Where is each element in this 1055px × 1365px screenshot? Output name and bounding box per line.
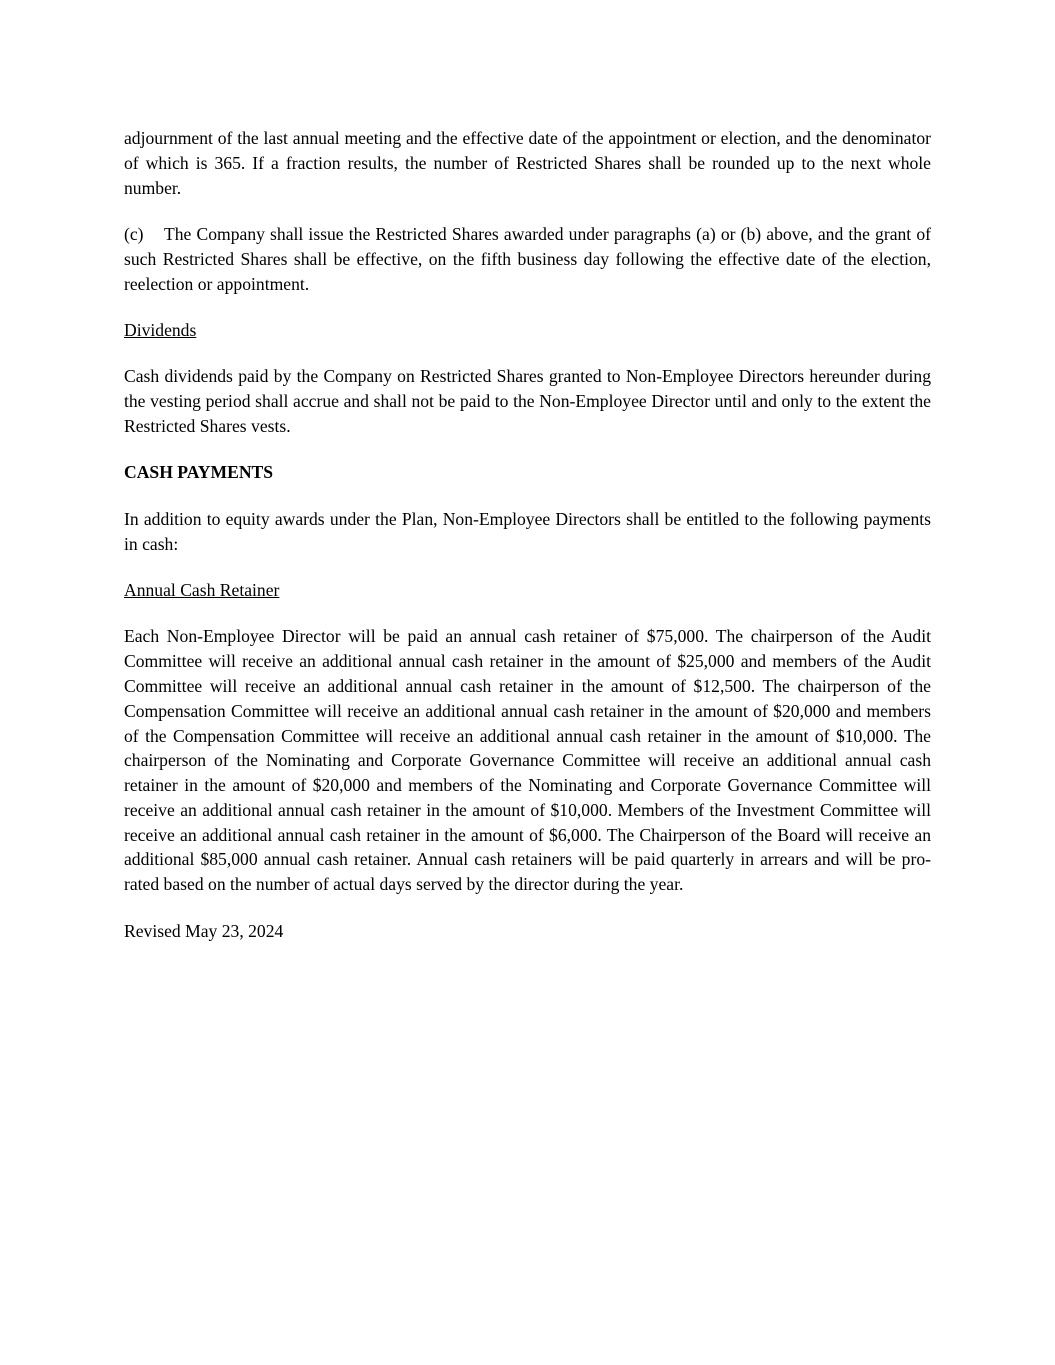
paragraph-c-label: (c)	[124, 223, 144, 244]
paragraph-c	[124, 222, 931, 296]
dividends-heading: Dividends	[124, 319, 197, 340]
annual-cash-retainer-heading: Annual Cash Retainer	[124, 579, 280, 600]
revised-date: Revised May 23, 2024	[124, 920, 284, 941]
document-page	[124, 126, 931, 943]
cash-payments-heading: CASH PAYMENTS	[124, 462, 274, 483]
paragraph-adjournment: adjournment of the last annual meeting and the effective date of the appointment or election, and the denominator of which is 365. If a fraction results, the number of Restricted Shares shall be rounded up to the next whole number.	[124, 128, 931, 198]
cash-payments-intro: In addition to equity awards under the Plan, Non-Employee Directors shall be entitled to the following payments in cash:	[124, 508, 931, 554]
annual-cash-retainer-paragraph: Each Non-Employee Director will be paid an annual cash retainer of $75,000. The chairperson of the Audit Committee will receive an additional annual cash retainer in the amount of $25,000 and members of the Audit Committee will receive an additional annual cash retainer in the amount of $12,500. The chairperson of the Compensation Committee will receive an additional annual cash retainer in the amount of $20,000 and members of the Compensation Committee will receive an additional annual cash retainer in the amount of $10,000. The chairperson of the Nominating and Corporate Governance Committee will receive an additional annual cash retainer in the amount of $20,000 and members of the Nominating and Corporate Governance Committee will receive an additional annual cash retainer in the amount of $10,000. Members of the Investment Committee will receive an additional annual cash retainer in the amount of $6,000. The Chairperson of the Board will receive an additional $85,000 annual cash retainer. Annual cash retainers will be paid quarterly in arrears and will be pro-rated based on the number of actual days served by the director during the year.	[124, 626, 931, 895]
dividends-paragraph: Cash dividends paid by the Company on Restricted Shares granted to Non-Employee Directors hereunder during the vesting period shall accrue and shall not be paid to the Non-Employee Director until and only to the extent the Restricted Shares vests.	[124, 366, 931, 436]
paragraph-c-text: The Company shall issue the Restricted Shares awarded under paragraphs (a) or (b) above, and the grant of such Restricted Shares shall be effective, on the fifth business day following the effective date of the election, reelection or appointment.	[124, 223, 931, 294]
